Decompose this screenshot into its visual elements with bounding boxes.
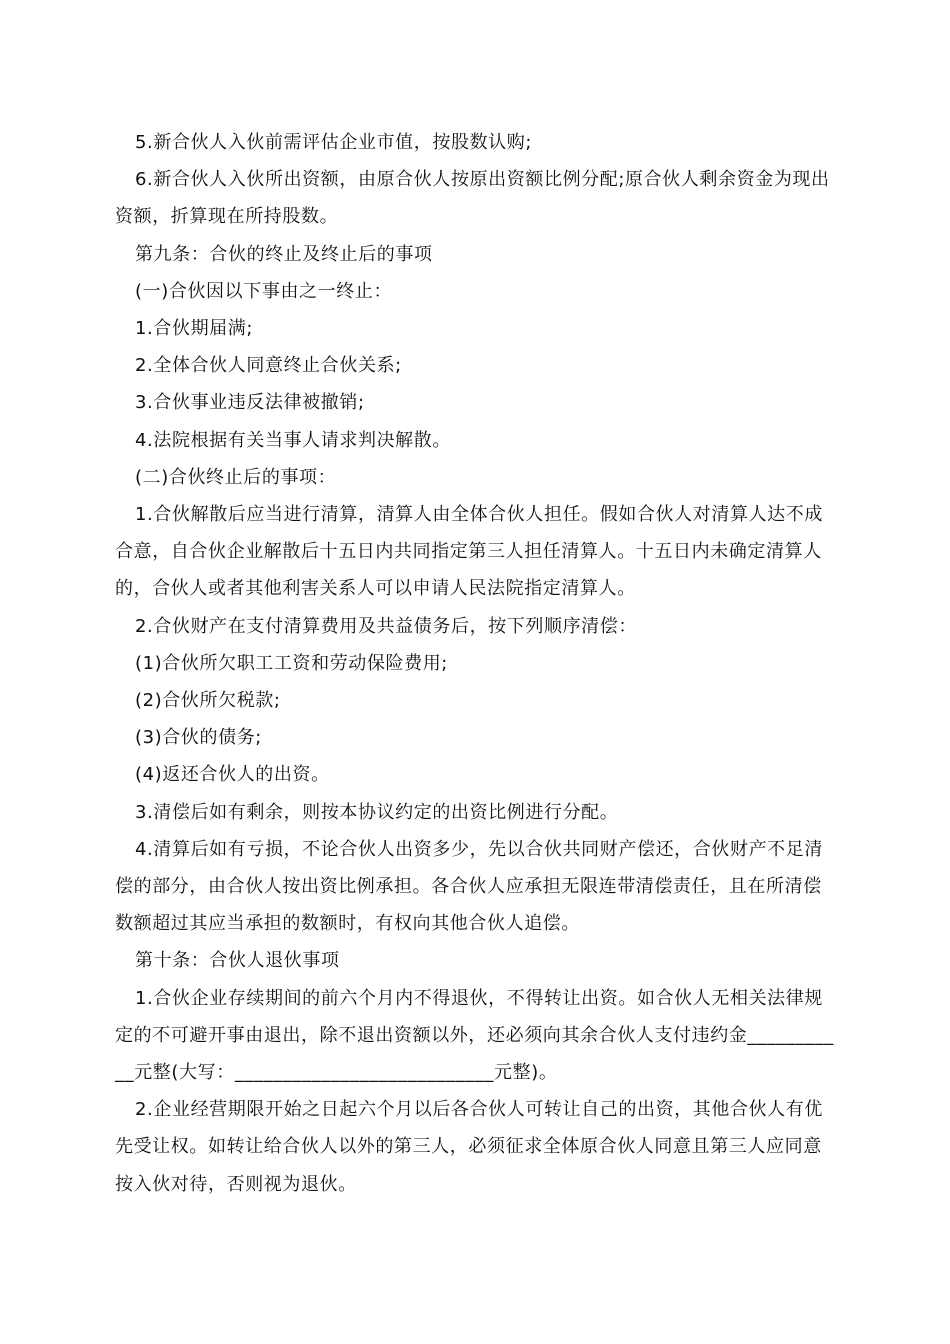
list-item-taxes: (2)合伙所欠税款;: [135, 690, 281, 712]
list-item-wages: (1)合伙所欠职工工资和劳动保险费用;: [135, 652, 448, 674]
article-9-heading: 第九条：合伙的终止及终止后的事项: [135, 243, 433, 265]
section-termination-causes: (一)合伙因以下事由之一终止：: [135, 280, 393, 302]
paragraph-liquidation: 1.合伙解散后应当进行清算，清算人由全体合伙人担任。假如合伙人对清算人达不成合意，自合伙企业解散后十五日内共同指定第三人担任清算人。十五日内未确定清算人的，合伙人或者其他利害关系人可以申请人民法院指定清算人。: [115, 504, 823, 600]
paragraph-loss: 4.清算后如有亏损，不论合伙人出资多少，先以合伙共同财产偿还，合伙财产不足清偿的部分，由合伙人按出资比例承担。各合伙人应承担无限连带清偿责任，且在所清偿数额超过其应当承担的数额时，有权向其他合伙人追偿。: [115, 838, 823, 935]
list-item-term-expired: 1.合伙期届满;: [135, 318, 254, 340]
paragraph-new-partner-valuation: 5.新合伙人入伙前需评估企业市值，按股数认购;: [135, 132, 533, 153]
section-post-termination: (二)合伙终止后的事项：: [135, 466, 337, 488]
document-page: [115, 124, 837, 1203]
list-item-debts: (3)合伙的债务;: [135, 727, 262, 749]
list-item-return-capital: (4)返还合伙人的出资。: [135, 764, 330, 786]
paragraph-withdrawal-restriction: 1.合伙企业存续期间的前六个月内不得退伙，不得转让出资。如合伙人无相关法律规定的不可避开事由退出，除不退出资额以外，还必须向其余合伙人支付违约金___________元整(大写：___________________________元整)。: [115, 987, 834, 1084]
list-item-all-agree: 2.全体合伙人同意终止合伙关系;: [135, 355, 402, 377]
paragraph-transfer: 2.企业经营期限开始之日起六个月以后各合伙人可转让自己的出资，其他合伙人有优先受让权。如转让给合伙人以外的第三人，必须征求全体原合伙人同意且第三人应同意按入伙对待，否则视为退伙。: [115, 1099, 823, 1195]
paragraph-surplus: 3.清偿后如有剩余，则按本协议约定的出资比例进行分配。: [135, 801, 619, 823]
paragraph-repayment-order: 2.合伙财产在支付清算费用及共益债务后，按下列顺序清偿：: [135, 615, 637, 637]
article-10-heading: 第十条：合伙人退伙事项: [135, 950, 340, 972]
list-item-illegal: 3.合伙事业违反法律被撤销;: [135, 392, 365, 414]
paragraph-new-partner-capital: 6.新合伙人入伙所出资额，由原合伙人按原出资额比例分配;原合伙人剩余资金为现出资额，折算现在所持股数。: [115, 169, 830, 228]
list-item-court-dissolution: 4.法院根据有关当事人请求判决解散。: [135, 429, 451, 451]
